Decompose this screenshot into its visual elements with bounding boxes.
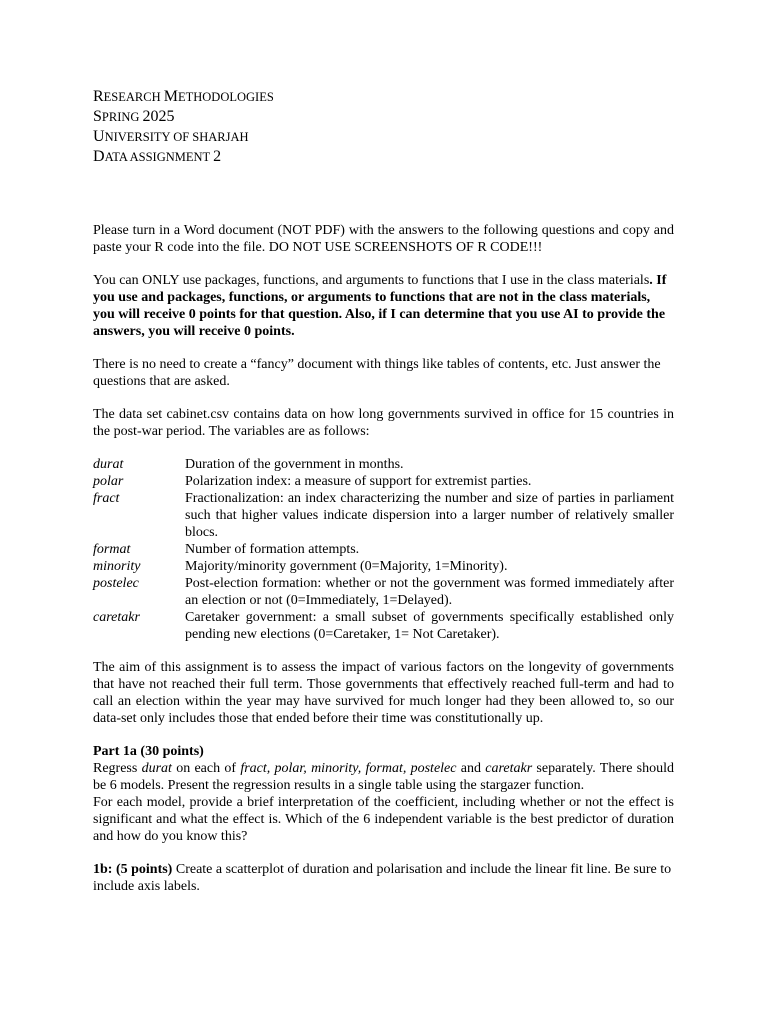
part-1b-section: [93, 861, 674, 895]
variable-row: minority Majority/minority government (0=Majority, 1=Minority).: [93, 559, 508, 574]
part-1b-question: 1b: (5 points) Create a scatterplot of duration and polarisation and include the linear fit line. Be sure to include axis labels.: [93, 862, 672, 894]
university: UNIVERSITY OF SHARJAH: [93, 128, 249, 145]
semester: SPRING 2025: [93, 108, 175, 125]
part-1a-section: [93, 743, 674, 845]
aim-paragraph: The aim of this assignment is to assess the impact of various factors on the longevity of governments that have not reached their full term. Those governments that effectively reached full-term and had to call an election within the year may have survived for much longer had they been allowed to, so our data-set only includes those that ended before their time was constitutionally up.: [93, 660, 674, 726]
dataset-paragraph: The data set cabinet.csv contains data on how long governments survived in office for 15 countries in the post-war period. The variables are as follows:: [93, 407, 674, 439]
format-note-paragraph: There is no need to create a “fancy” document with things like tables of contents, etc. Just answer the questions that are asked.: [93, 357, 661, 389]
assignment-title: DATA ASSIGNMENT 2: [93, 148, 222, 165]
course-title: RESEARCH METHODOLOGIES: [93, 88, 274, 105]
variable-row: polar Polarization index: a measure of support for extremist parties.: [93, 474, 532, 489]
variable-list: [93, 456, 674, 643]
variable-row: postelec Post-election formation: whether or not the government was formed immediately after an election or not (0=Immediately, 1=Delayed).: [93, 576, 674, 608]
variable-row: format Number of formation attempts.: [93, 542, 360, 557]
variable-row: durat Duration of the government in months.: [93, 457, 404, 472]
part-1a-heading: Part 1a (30 points): [93, 744, 204, 759]
part-1a-interpretation: For each model, provide a brief interpretation of the coefficient, including whether or not the effect is significant and what the effect is. Which of the 6 independent variable is the best predictor of duration and how do you know this?: [93, 795, 674, 844]
instructions-paragraph: Please turn in a Word document (NOT PDF) with the answers to the following questions and copy and paste your R code into the file. DO NOT USE SCREENSHOTS OF R CODE!!!: [93, 223, 674, 255]
document-body: [93, 222, 674, 895]
document-header: [93, 87, 274, 167]
part-1a-question: Regress durat on each of fract, polar, minority, format, postelec and caretakr separately. There should be 6 models. Present the regression results in a single table using the stargazer function.: [93, 761, 675, 793]
variable-row: fract Fractionalization: an index characterizing the number and size of parties in parliament such that higher values indicate dispersion into a larger number of relatively smaller blocs.: [93, 491, 674, 540]
variable-row: caretakr Caretaker government: a small subset of governments specifically established only pending new elections (0=Caretaker, 1= Not Caretaker).: [93, 610, 674, 642]
rules-paragraph: You can ONLY use packages, functions, and arguments to functions that I use in the class materials. If you use and packages, functions, or arguments to functions that are not in the class materials, you will receive 0 points for that question. Also, if I can determine that you use AI to provide the answers, you will receive 0 points.: [93, 273, 667, 339]
